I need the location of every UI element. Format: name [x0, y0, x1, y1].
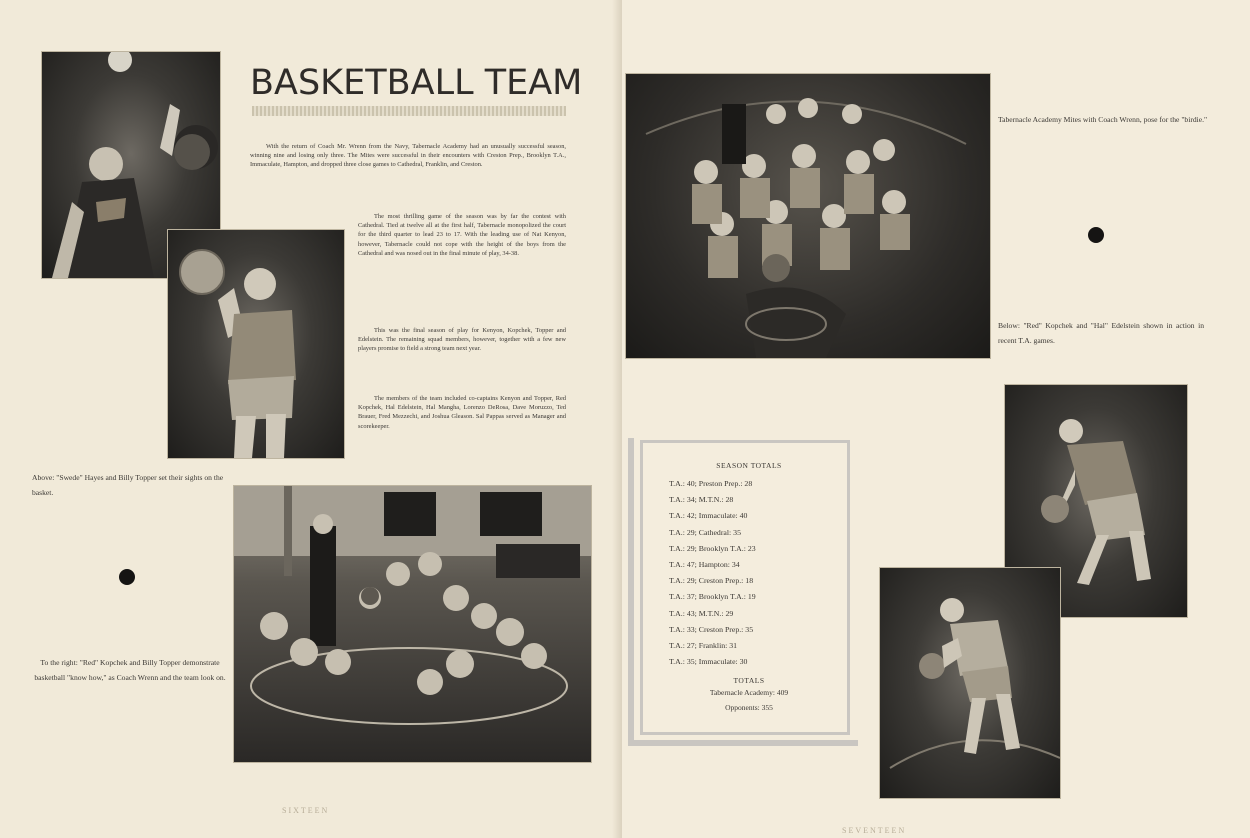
- score-row: T.A.: 33; Creston Prep.: 35: [669, 624, 754, 634]
- page-number-left: SIXTEEN: [282, 806, 330, 815]
- caption-above: Above: "Swede" Hayes and Billy Topper set their sights on the basket.: [32, 473, 224, 497]
- score-row: T.A.: 29; Creston Prep.: 18: [669, 576, 754, 586]
- score-row: T.A.: 40; Preston Prep.: 28: [669, 479, 753, 488]
- score-row: T.A.: 29; Cathedral: 35: [669, 527, 741, 537]
- article-paragraph-3: This was the final season of play for Kenyon, Kopchek, Topper and Edelstein. The remaining squad members, however, together with a few new players promise to field a strong team next year.: [358, 327, 566, 353]
- score-row: T.A.: 42; Immaculate: 40: [669, 511, 748, 521]
- score-row: T.A.: 35; Immaculate: 30: [669, 657, 748, 667]
- score-row: T.A.: 34; M.T.N.: 28: [669, 495, 734, 505]
- binder-hole-left: [119, 569, 135, 585]
- score-row: T.A.: 47; Hampton: 34: [669, 560, 740, 570]
- photo-team-circle-gym: [234, 486, 591, 762]
- article-paragraph-2: The most thrilling game of the season was by far the contest with Cathedral. Tied at twelve all at the first half, Tabernacle monopolized the court for the third quarter to lead 23 to 17. With the leading use of Nat Kenyon, however, Tabernacle could not cope with the height of the boys from the Cathedral and was nosed out in the final minute of play, 34-38.: [358, 213, 566, 257]
- totals-summary-line: Opponents: 355: [725, 703, 773, 713]
- caption-below: Below: "Red" Kopchek and "Hal" Edelstein shown in action in recent T.A. games.: [998, 321, 1204, 345]
- score-row: T.A.: 43; M.T.N.: 29: [669, 608, 734, 618]
- score-row: T.A.: 29; Brooklyn T.A.: 23: [669, 543, 756, 553]
- caption-team: Tabernacle Academy Mites with Coach Wrenn, pose for the "birdie.": [998, 115, 1208, 124]
- left-page: [0, 0, 622, 838]
- score-row: T.A.: 37; Brooklyn T.A.: 19: [669, 592, 756, 602]
- totals-heading: SEASON TOTALS: [716, 461, 782, 470]
- page-title: BASKETBALL TEAM: [250, 63, 583, 103]
- photo-player-passing: [880, 568, 1060, 798]
- totals-summary-heading: TOTALS: [733, 676, 765, 686]
- caption-right: To the right: "Red" Kopchek and Billy Topper demonstrate basketball "know how," as Coach Wrenn and the team look on.: [34, 658, 226, 682]
- page-number-right: SEVENTEEN: [842, 826, 907, 835]
- article-paragraph-1: With the return of Coach Mr. Wrenn from the Navy, Tabernacle Academy had an unusually successful season, winning nine and losing only three. The Mites were successful in their encounters with Creston Prep., Brooklyn T.A., Immaculate, Hampton, and dropped three close games to Cathedral, Franklin, and Creston.: [250, 143, 566, 169]
- binder-hole-right: [1088, 227, 1104, 243]
- photo-team-posed: [626, 74, 990, 358]
- score-row: T.A.: 27; Franklin: 31: [669, 641, 738, 651]
- article-paragraph-4: The members of the team included co-captains Kenyon and Topper, Red Kopchek, Hal Edelstein, Hal Mangha, Lorenzo DeRosa, Dave Moruzzo, Ted Brauer, Fred Mezzechi, and Joshua Gleason. Sal Pappas served as Manager and scorekeeper.: [358, 395, 566, 430]
- title-underline: [252, 106, 566, 116]
- photo-player-holding-ball: [168, 230, 344, 458]
- season-totals-box: [640, 440, 850, 735]
- totals-summary-line: Tabernacle Academy: 409: [709, 688, 789, 698]
